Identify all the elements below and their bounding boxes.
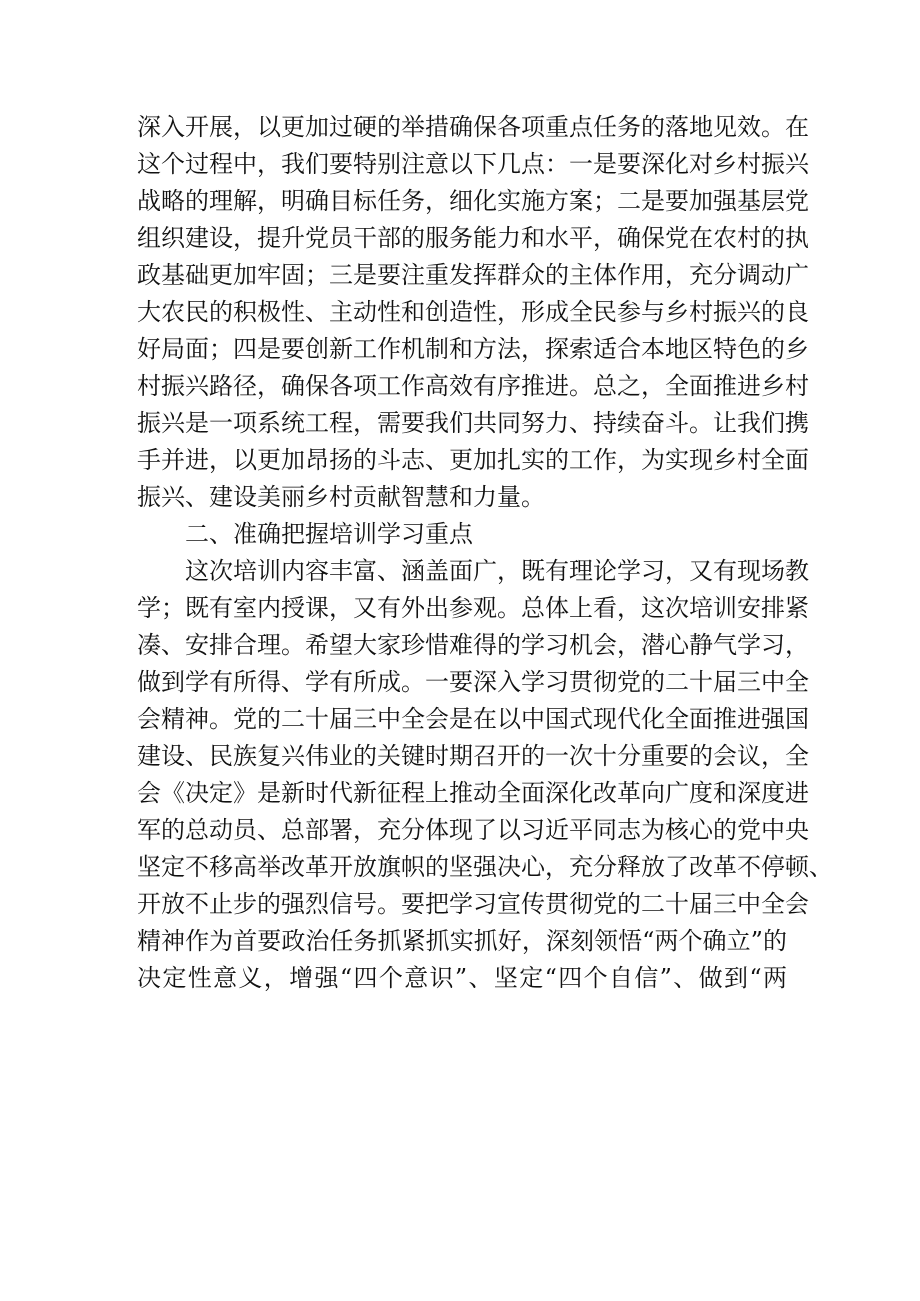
paragraph-line: 会精神。党的二十届三中全会是在以中国式现代化全面推进强国 xyxy=(137,705,809,733)
document-body xyxy=(137,109,833,997)
paragraph-line: 军的总动员、总部署，充分体现了以习近平同志为核心的党中央 xyxy=(137,816,809,844)
paragraph-2 xyxy=(137,553,833,997)
paragraph-line: 这次培训内容丰富、涵盖面广，既有理论学习，又有现场教 xyxy=(185,557,809,585)
paragraph-line: 战略的理解，明确目标任务，细化实施方案；二是要加强基层党 xyxy=(137,187,809,215)
paragraph-line: 建设、民族复兴伟业的关键时期召开的一次十分重要的会议，全 xyxy=(137,742,809,770)
section-heading: 二、准确把握培训学习重点 xyxy=(185,520,473,548)
paragraph-line: 坚定不移高举改革开放旗帜的坚强决心，充分释放了改革不停顿、 xyxy=(137,853,833,881)
paragraph-line: 开放不止步的强烈信号。要把学习宣传贯彻党的二十届三中全会 xyxy=(137,890,809,918)
paragraph-line: 学；既有室内授课，又有外出参观。总体上看，这次培训安排紧 xyxy=(137,594,809,622)
paragraph-line: 深入开展，以更加过硬的举措确保各项重点任务的落地见效。在 xyxy=(137,113,809,141)
paragraph-line: 振兴是一项系统工程，需要我们共同努力、持续奋斗。让我们携 xyxy=(137,409,809,437)
paragraph-line: 精神作为首要政治任务抓紧抓实抓好，深刻领悟“两个确立”的 xyxy=(137,927,787,955)
paragraph-line: 村振兴路径，确保各项工作高效有序推进。总之，全面推进乡村 xyxy=(137,372,809,400)
paragraph-line: 这个过程中，我们要特别注意以下几点：一是要深化对乡村振兴 xyxy=(137,150,809,178)
paragraph-line: 手并进，以更加昂扬的斗志、更加扎实的工作，为实现乡村全面 xyxy=(137,446,809,474)
paragraph-line: 组织建设，提升党员干部的服务能力和水平，确保党在农村的执 xyxy=(137,224,809,252)
paragraph-line: 振兴、建设美丽乡村贡献智慧和力量。 xyxy=(137,483,545,511)
paragraph-1 xyxy=(137,109,809,516)
paragraph-line: 决定性意义，增强“四个意识”、坚定“四个自信”、做到“两 xyxy=(137,964,787,992)
paragraph-line: 做到学有所得、学有所成。一要深入学习贯彻党的二十届三中全 xyxy=(137,668,809,696)
paragraph-line: 政基础更加牢固；三是要注重发挥群众的主体作用，充分调动广 xyxy=(137,261,809,289)
paragraph-line: 大农民的积极性、主动性和创造性，形成全民参与乡村振兴的良 xyxy=(137,298,809,326)
paragraph-line: 会《决定》是新时代新征程上推动全面深化改革向广度和深度进 xyxy=(137,779,809,807)
paragraph-line: 凑、安排合理。希望大家珍惜难得的学习机会，潜心静气学习， xyxy=(137,631,809,659)
paragraph-line: 好局面；四是要创新工作机制和方法，探索适合本地区特色的乡 xyxy=(137,335,809,363)
